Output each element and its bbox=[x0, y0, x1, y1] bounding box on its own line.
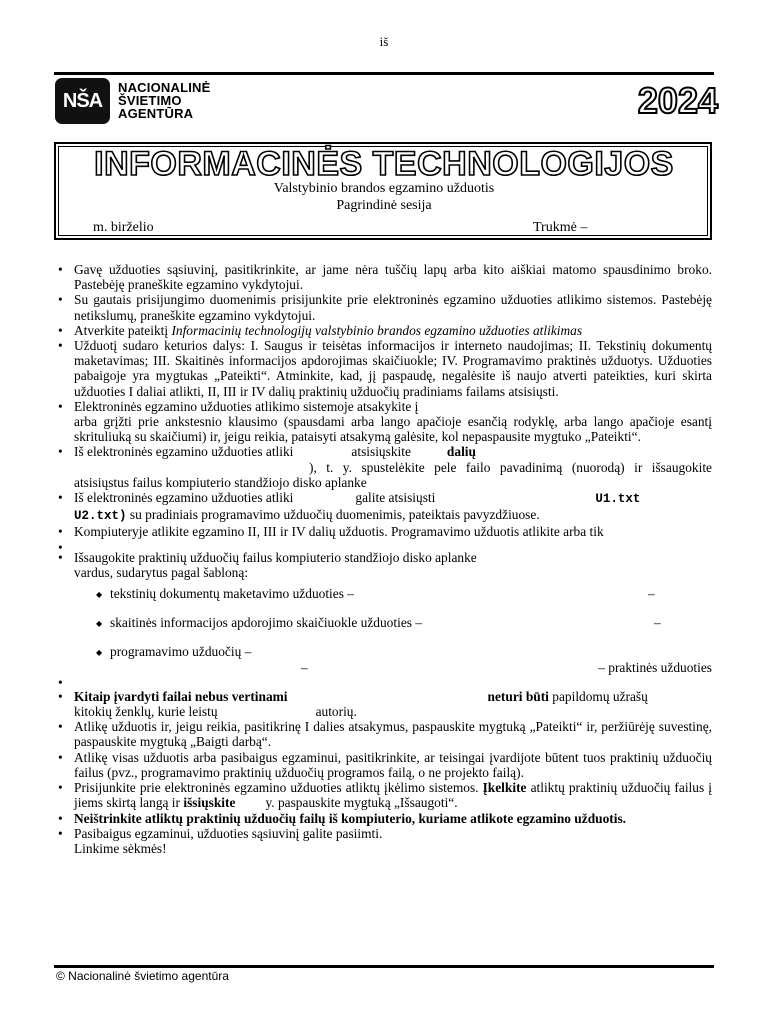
template-item: ◆ skaitinės informacijos apdorojimo skaičiuokle užduoties – – bbox=[74, 615, 712, 630]
exam-date: m. birželio bbox=[93, 220, 154, 235]
exam-year: 2024 bbox=[637, 80, 718, 121]
template-item: ◆ tekstinių dokumentų maketavimo užduoties – – bbox=[74, 586, 712, 601]
list-item: • Iš elektroninės egzamino užduoties atliki galite atsisiųsti U1.txt U2.txt) su pradiniais programavimo užduočių duomenimis, pateiktais pavyzdžiuose. bbox=[56, 490, 712, 524]
exam-duration: Trukmė – bbox=[533, 220, 588, 235]
list-item: • Išsaugokite praktinių užduočių failus kompiuterio standžiojo disko aplanke vardus, sudarytus pagal šabloną: ◆ tekstinių dokumentų maketavimo užduoties – – ◆ skaitinės informacijos apdorojimo skaičiuokle užduoties – – ◆ programavimo užduočių – – – praktinės užduoties bbox=[56, 550, 712, 675]
list-item: • Iš elektroninės egzamino užduoties atliki atsisiųskite dalių ), t. y. spustelėkite pele failo pavadinimą (nuorodą) ir išsaugokite atsisiųstus failus kompiuterio standžiojo disko aplanke bbox=[56, 444, 712, 490]
agency-logo bbox=[55, 78, 110, 124]
header-rule bbox=[54, 72, 714, 75]
page-mark: iš bbox=[379, 34, 389, 49]
template-item: ◆ programavimo užduočių – – – praktinės užduoties bbox=[74, 644, 712, 674]
list-item: • Pasibaigus egzaminui, užduoties sąsiuvinį galite pasiimti. Linkime sėkmės! bbox=[56, 826, 712, 856]
list-item: • Elektroninės egzamino užduoties atlikimo sistemoje atsakykite į arba grįžti prie ankstesnio klausimo (spausdami arba lango apačioje esančią rodyklę, arba lango apačioje esantį skrituliuką su skaičiumi) ir, jeigu reikia, pataisyti atsakymą galėsite, kol nepaspausite mygtuko „Pateikti“. bbox=[56, 399, 712, 445]
list-item: • Gavę užduoties sąsiuvinį, pasitikrinkite, ar jame nėra tuščių lapų arba kito aiškiai matomo spausdinimo broko. Pastebėję praneškite egzamino vykdytojui. bbox=[56, 262, 712, 292]
exam-subtitle: Valstybinio brandos egzamino užduotis bbox=[273, 181, 495, 196]
footer-rule bbox=[54, 965, 714, 968]
footer-copyright: © Nacionalinė švietimo agentūra bbox=[56, 969, 229, 983]
list-item: • Neištrinkite atliktų praktinių užduočių failų iš kompiuterio, kuriame atlikote egzamino užduotis. bbox=[56, 811, 712, 826]
list-item: • Užduotį sudaro keturios dalys: I. Saugus ir teisėtas informacijos ir interneto naudojimas; II. Tekstinių dokumentų maketavimas; III. Skaitinės informacijos apdorojimas skaičiuokle; IV. Programavimo praktinės užduotys. Užduoties pabaigoje yra mygtukas „Pateikti“. Atminkite, kad, jį paspaudę, negalėsite iš naujo atverti pateikties, kuri skirta užduoties I daliai atlikti, II, III ir IV dalių praktinių užduočių pradiniams failams atsisiųsti. bbox=[56, 338, 712, 399]
instructions bbox=[56, 262, 712, 856]
exam-title: INFORMACINĖS TECHNOLOGIJOS bbox=[94, 145, 674, 183]
list-item: • Atlikę užduotis ir, jeigu reikia, pasitikrinę I dalies atsakymus, paspauskite mygtuką „Pateikti“ ir, peržiūrėję suvestinę, paspauskite mygtuką „Baigti darbą“. bbox=[56, 719, 712, 749]
exam-session: Pagrindinė sesija bbox=[336, 198, 432, 213]
list-item: • Prisijunkite prie elektroninės egzamino užduoties atliktų įkėlimo sistemos. Įkelkite atliktų praktinių užduočių failus į jiems skirtą langą ir išsiųskite y. paspauskite mygtuką „Išsaugoti“. bbox=[56, 780, 712, 810]
logo-letters: NŠA bbox=[62, 89, 103, 112]
list-item: • Atlikę visas užduotis arba pasibaigus egzaminui, pasitikrinkite, ar teisingai įvardijote būtent tuos praktinių užduočių failus (pvz., programavimo praktinių užduočių programos failą, o ne projekto failą). bbox=[56, 750, 712, 780]
list-item: • Su gautais prisijungimo duomenimis prisijunkite prie elektroninės egzamino užduoties atlikimo sistemos. Pastebėję netikslumų, praneškite egzamino vykdytojui. bbox=[56, 292, 712, 322]
agency-name: NACIONALINĖ ŠVIETIMO AGENTŪRA bbox=[118, 80, 211, 121]
list-item: • Kitaip įvardyti failai nebus vertinami neturi būti papildomų užrašų kitokių ženklų, kurie leistų autorių. bbox=[56, 689, 712, 719]
list-item: • Atverkite pateiktį Informacinių technologijų valstybinio brandos egzamino užduoties atlikimas bbox=[56, 323, 712, 338]
list-item: • Kompiuteryje atlikite egzamino II, III ir IV dalių užduotis. Programavimo užduotis atlikite arba tik bbox=[56, 524, 712, 539]
